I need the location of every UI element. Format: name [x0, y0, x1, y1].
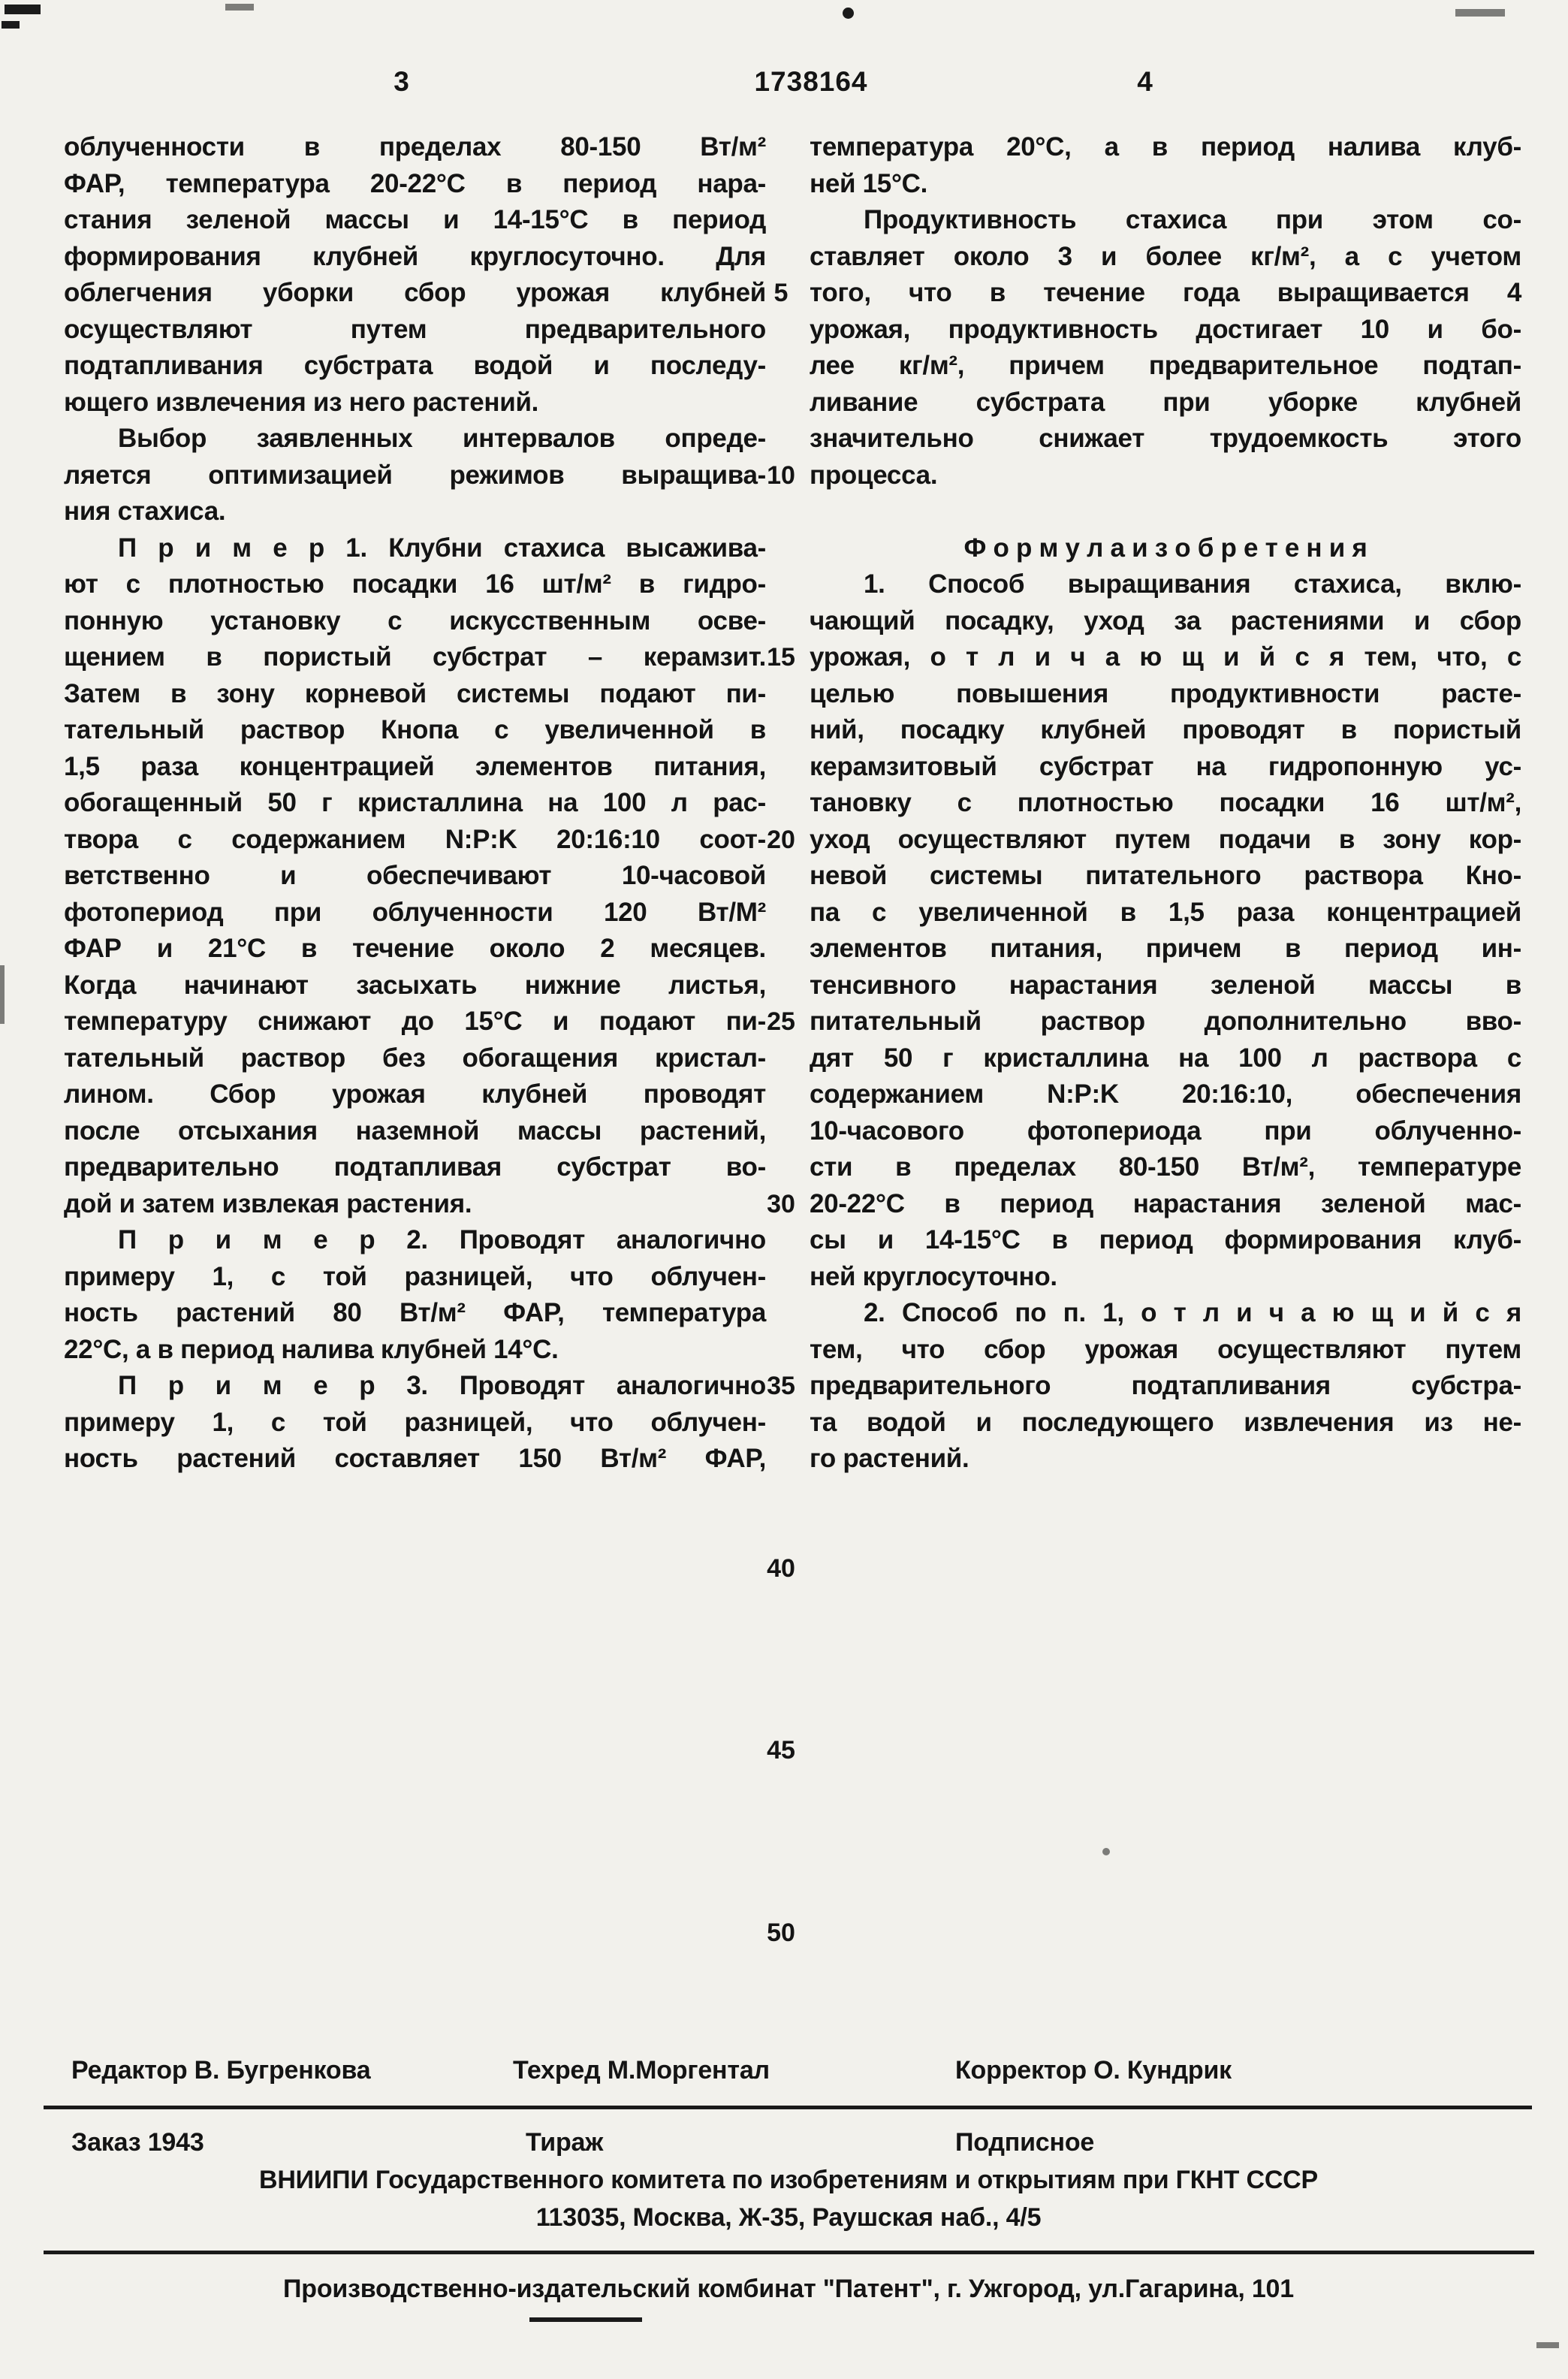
line-number: 40 [767, 1553, 795, 1583]
text-line: понную установку с искусственным осве- [64, 605, 766, 636]
scan-artifact [225, 4, 254, 11]
text-line: лее кг/м², причем предварительное подтап- [810, 351, 1521, 380]
scan-artifact [1455, 9, 1505, 17]
footer-dash-rule [529, 2317, 642, 2322]
text-line: лином. Сбор урожая клубней проводят [64, 1079, 766, 1109]
left-column [64, 129, 766, 1478]
divider-rule [44, 2106, 1532, 2109]
text-line: после отсыхания наземной массы растений, [64, 1116, 766, 1146]
text-line: уход осуществляют путем подачи в зону кор- [810, 824, 1521, 854]
text-line: Затем в зону корневой системы подают пи- [64, 678, 766, 708]
section-heading: Ф о р м у л а и з о б р е т е н и я [963, 533, 1367, 563]
text-line: обогащенный 50 г кристаллина на 100 л рас- [64, 788, 766, 817]
text-line: ней 15°С. [810, 168, 928, 198]
text-line: формирования клубней круглосуточно. Для [64, 241, 766, 271]
text-line: твора с содержанием N:P:K 20:16:10 соот- [64, 824, 766, 854]
scan-artifact [1536, 2342, 1559, 2348]
text-line: температуру снижают до 15°С и подают пи- [64, 1007, 766, 1036]
text-line: ФАР, температура 20-22°С в период нара- [64, 168, 766, 198]
line-number: 15 [767, 643, 795, 672]
text-line: тательный раствор Кнопа с увеличенной в [64, 715, 766, 744]
text-line: 22°С, а в период налива клубней 14°С. [64, 1334, 559, 1364]
text-line: ность растений 80 Вт/м² ФАР, температура [64, 1298, 766, 1327]
text-line: фотопериод при облученности 120 Вт/М² [64, 897, 766, 927]
text-line: щением в пористый субстрат – керамзит. [64, 642, 766, 672]
text-line: ний, посадку клубней проводят в пористый [810, 715, 1521, 744]
text-line: того, что в течение года выращивается 4 [810, 278, 1521, 307]
text-line: 10-часового фотопериода при облученно- [810, 1116, 1521, 1146]
editor-credit: Редактор В. Бугренкова [71, 2056, 371, 2085]
text-line: ляется оптимизацией режимов выращива- [64, 460, 766, 490]
text-line: Когда начинают засыхать нижние листья, [64, 970, 766, 1000]
text-line: урожая, о т л и ч а ю щ и й с я тем, что, с [810, 642, 1521, 672]
text-line: невой системы питательного раствора Кно- [810, 861, 1521, 890]
text-line: керамзитовый субстрат на гидропонную ус- [810, 751, 1521, 781]
text-line: П р и м е р 2. Проводят аналогично [118, 1225, 766, 1254]
line-number: 10 [767, 460, 795, 490]
corrector-credit: Корректор О. Кундрик [955, 2056, 1232, 2085]
patent-number: 1738164 [754, 66, 868, 97]
scan-artifact [2, 21, 20, 29]
scan-artifact [5, 5, 41, 14]
text-line: ветственно и обеспечивают 10-часовой [64, 861, 766, 890]
text-line: целью повышения продуктивности расте- [810, 678, 1521, 708]
text-line: Продуктивность стахиса при этом со- [864, 205, 1521, 234]
text-line: па с увеличенной в 1,5 раза концентрацией [810, 897, 1521, 927]
order-number: Заказ 1943 [71, 2128, 204, 2157]
text-line: процесса. [810, 460, 938, 490]
text-line: ющего извлечения из него растений. [64, 387, 539, 417]
address-line: 113035, Москва, Ж-35, Раушская наб., 4/5 [535, 2203, 1042, 2232]
text-line: чающий посадку, уход за растениями и сбор [810, 605, 1521, 636]
line-number: 25 [767, 1007, 795, 1036]
text-line: ния стахиса. [64, 497, 226, 526]
divider-rule [44, 2251, 1534, 2254]
text-line: 1,5 раза концентрацией элементов питания, [64, 751, 766, 781]
text-line: элементов питания, причем в период ин- [810, 934, 1521, 963]
text-line: облегчения уборки сбор урожая клубней [64, 278, 766, 307]
line-number: 35 [767, 1372, 795, 1400]
text-line: сы и 14-15°С в период формирования клуб- [810, 1225, 1521, 1254]
text-line: стания зеленой массы и 14-15°С в период [64, 205, 766, 234]
line-number: 45 [767, 1736, 795, 1765]
text-line: го растений. [810, 1444, 969, 1473]
line-number: 5 [773, 279, 789, 307]
text-line: содержанием N:P:K 20:16:10, обеспечения [810, 1079, 1521, 1109]
text-line: та водой и последующего извлечения из не- [810, 1407, 1521, 1437]
text-line: тательный раствор без обогащения кристал- [64, 1043, 766, 1073]
text-line: тем, что сбор урожая осуществляют путем [810, 1334, 1521, 1364]
publisher-line: Производственно-издательский комбинат "Патент", г. Ужгород, ул.Гагарина, 101 [283, 2275, 1294, 2303]
text-line: примеру 1, с той разницей, что облучен- [64, 1407, 766, 1437]
text-line: значительно снижает трудоемкость этого [810, 424, 1521, 453]
text-line: ность растений составляет 150 Вт/м² ФАР, [64, 1444, 766, 1473]
techred-credit: Техред М.Моргентал [513, 2056, 770, 2085]
page-number-right: 4 [1137, 66, 1153, 97]
text-line: тенсивного нарастания зеленой массы в [810, 970, 1521, 1000]
text-line: ФАР и 21°С в течение около 2 месяцев. [64, 934, 766, 963]
text-line: 1. Способ выращивания стахиса, вклю- [864, 569, 1521, 599]
text-line: ней круглосуточно. [810, 1261, 1057, 1291]
text-line: температура 20°С, а в период налива клуб- [810, 132, 1521, 162]
text-line: Выбор заявленных интервалов опреде- [118, 424, 766, 453]
line-number: 50 [767, 1918, 795, 1947]
text-line: питательный раствор дополнительно вво- [810, 1007, 1521, 1036]
text-line: дят 50 г кристаллина на 100 л раствора с [810, 1043, 1521, 1073]
text-line: предварительно подтапливая субстрат во- [64, 1152, 766, 1182]
text-line: ливание субстрата при уборке клубней [810, 387, 1521, 417]
page-number-left: 3 [394, 66, 410, 97]
text-line: примеру 1, с той разницей, что облучен- [64, 1261, 766, 1291]
text-line: 2. Способ по п. 1, о т л и ч а ю щ и й с я [864, 1298, 1521, 1327]
scan-artifact [0, 965, 5, 1024]
text-line: ют с плотностью посадки 16 шт/м² в гидро- [64, 569, 766, 599]
text-line: ставляет около 3 и более кг/м², а с учетом [810, 241, 1521, 271]
text-line: облученности в пределах 80-150 Вт/м² [64, 132, 766, 162]
text-line: тановку с плотностью посадки 16 шт/м², [810, 788, 1521, 817]
text-line: 20-22°С в период нарастания зеленой мас- [810, 1188, 1521, 1218]
text-line: сти в пределах 80-150 Вт/м², температуре [810, 1152, 1521, 1182]
right-column [810, 129, 1521, 1478]
scan-artifact [1102, 1848, 1110, 1855]
tirazh-label: Тираж [526, 2128, 604, 2157]
text-line: урожая, продуктивность достигает 10 и бо- [810, 314, 1521, 344]
subscription-label: Подписное [955, 2128, 1095, 2157]
text-line: осуществляют путем предварительного [64, 314, 766, 344]
line-number: 30 [767, 1189, 795, 1218]
text-line: предварительного подтапливания субстра- [810, 1371, 1521, 1400]
text-line: подтапливания субстрата водой и последу- [64, 351, 766, 380]
scan-artifact [843, 8, 854, 19]
blank-line [810, 494, 1521, 530]
text-line: П р и м е р 1. Клубни стахиса высажива- [118, 533, 766, 563]
text-line: П р и м е р 3. Проводят аналогично [118, 1371, 766, 1400]
line-number: 20 [767, 825, 795, 854]
organization-line: ВНИИПИ Государственного комитета по изобретениям и открытиям при ГКНТ СССР [258, 2166, 1319, 2194]
text-line: дой и затем извлекая растения. [64, 1188, 472, 1218]
